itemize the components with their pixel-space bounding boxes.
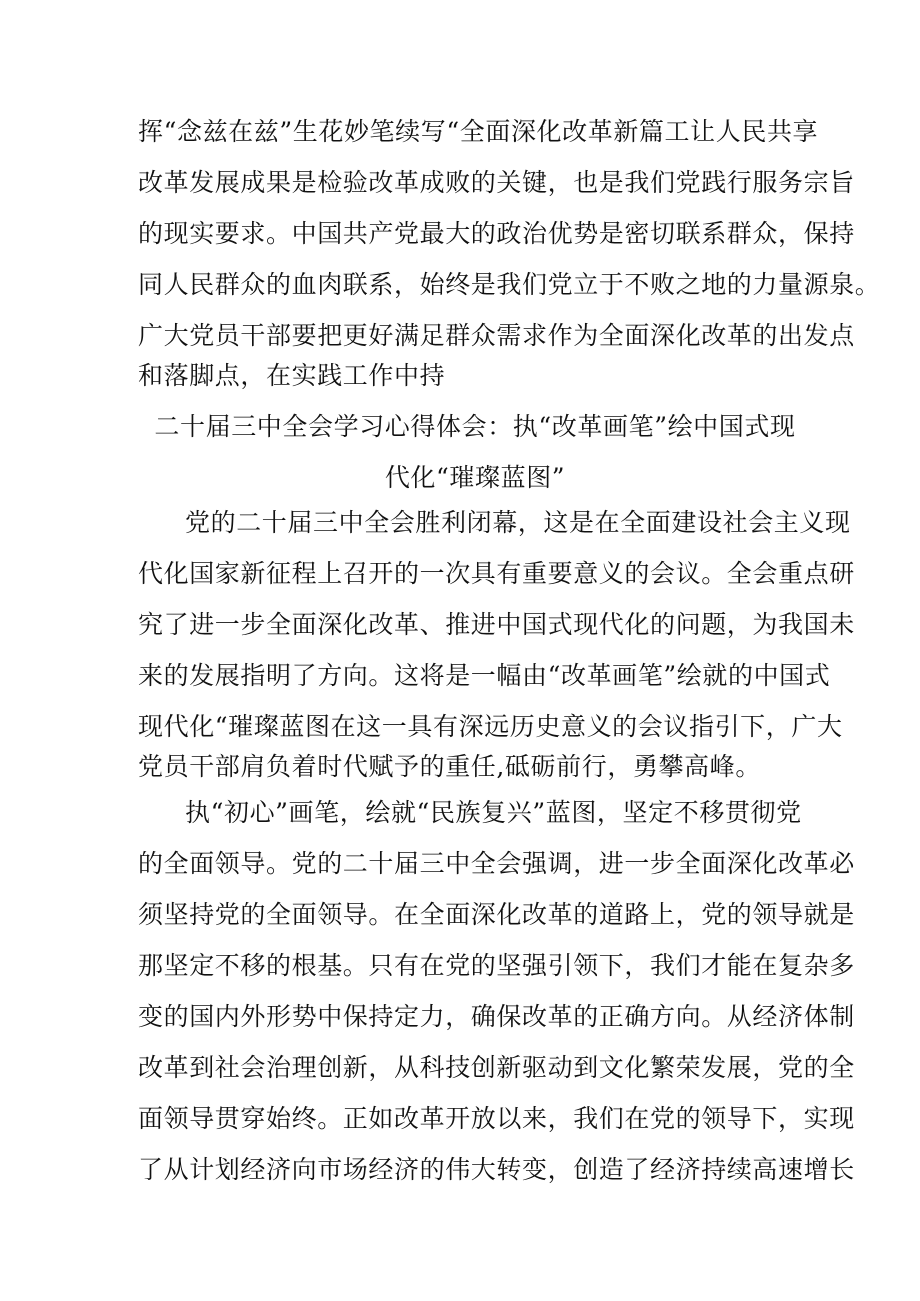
text-line: 挥“念兹在兹”生花妙笔续写“全面深化改革新篇工让人民共享	[138, 117, 819, 146]
text-line: 同人民群众的血肉联系，始终是我们党立于不败之地的力量源泉。	[138, 270, 881, 299]
paragraph-2-line: 的全面领导。党的二十届三中全会强调，进一步全面深化改革必	[138, 849, 855, 878]
text-line: 广大党员干部要把更好满足群众需求作为全面深化改革的出发点	[138, 321, 855, 350]
paragraph-1-line: 党员干部肩负着时代赋予的重任,砥砺前行，勇攀高峰。	[138, 752, 761, 781]
article-title-line-1: 二十届三中全会学习心得体会：执“改革画笔”绘中国式现	[154, 412, 796, 441]
text-line: 和落脚点，在实践工作中持	[138, 361, 446, 390]
text-line: 改革发展成果是检验改革成败的关键，也是我们党践行服务宗旨	[138, 168, 855, 197]
paragraph-2-line: 须坚持党的全面领导。在全面深化改革的道路上，党的领导就是	[138, 900, 855, 929]
paragraph-2-line: 执“初心”画笔，绘就“民族复兴”蓝图，坚定不移贯彻党	[185, 798, 802, 827]
text-line: 的现实要求。中国共产党最大的政治优势是密切联系群众，保持	[138, 219, 855, 248]
paragraph-1-line: 来的发展指明了方向。这将是一幅由“改革画笔”绘就的中国式	[138, 661, 831, 690]
article-title-line-2: 代化“璀璨蓝图”	[384, 463, 566, 492]
paragraph-2-line: 那坚定不移的根基。只有在党的坚强引领下，我们才能在复杂多	[138, 951, 855, 980]
paragraph-2-line: 了从计划经济向市场经济的伟大转变，创造了经济持续高速增长	[138, 1155, 855, 1184]
paragraph-2-line: 改革到社会治理创新，从科技创新驱动到文化繁荣发展，党的全	[138, 1053, 855, 1082]
paragraph-1-line: 代化国家新征程上召开的一次具有重要意义的会议。全会重点研	[138, 559, 855, 588]
paragraph-2-line: 面领导贯穿始终。正如改革开放以来，我们在党的领导下，实现	[138, 1104, 855, 1133]
paragraph-2-line: 变的国内外形势中保持定力，确保改革的正确方向。从经济体制	[138, 1002, 855, 1031]
paragraph-1-line: 究了进一步全面深化改革、推进中国式现代化的问题，为我国未	[138, 610, 855, 639]
paragraph-1-line: 现代化“璀璨蓝图在这一具有深远历史意义的会议指引下，广大	[138, 712, 843, 741]
paragraph-1-line: 党的二十届三中全会胜利闭幕，这是在全面建设社会主义现	[185, 508, 851, 537]
